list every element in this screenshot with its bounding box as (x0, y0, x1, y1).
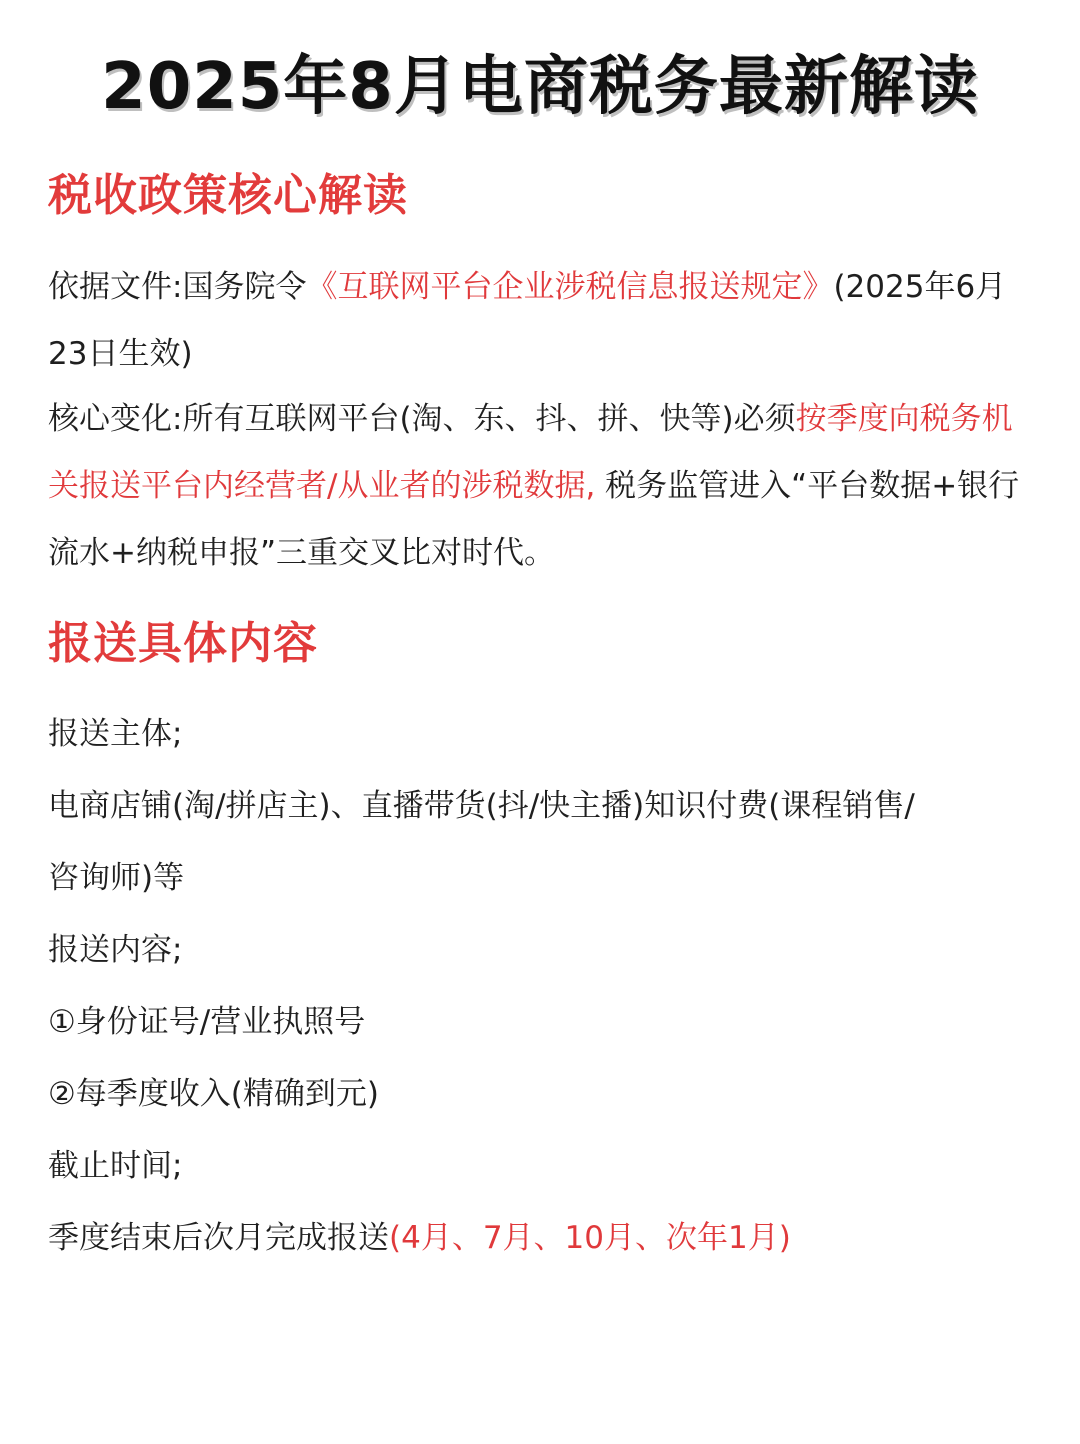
policy-basis-paragraph (48, 254, 1038, 388)
core-change-highlight: 按季度向税务机关报送平台内经营者/从业者的涉税数据, (48, 401, 1013, 504)
basis-document-title: 《互联网平台企业涉税信息报送规定》 (306, 269, 834, 305)
core-change-paragraph (48, 386, 1038, 587)
section-heading-report-content: 报送具体内容 (48, 618, 318, 669)
report-content-item-1: ①身份证号/营业执照号 (48, 1004, 366, 1040)
deadline-months: (4月、7月、10月、次年1月) (389, 1220, 791, 1256)
deadline-line (48, 1214, 791, 1262)
report-subject-text-line1: 电商店铺(淘/拼店主)、直播带货(抖/快主播)知识付费(课程销售/ (48, 788, 915, 824)
report-content-label: 报送内容; (48, 932, 183, 968)
deadline-text: 季度结束后次月完成报送 (48, 1220, 389, 1256)
deadline-label: 截止时间; (48, 1148, 183, 1184)
report-subject-label: 报送主体; (48, 716, 183, 752)
core-change-prefix: 核心变化:所有互联网平台(淘、东、抖、拼、快等)必须 (48, 401, 796, 437)
report-content-item-2: ②每季度收入(精确到元) (48, 1076, 379, 1112)
core-change-suffix: 税务监管进入“平台数据+银行流水+纳税申报”三重交叉比对时代。 (48, 468, 1020, 571)
page-title: 2025年8月电商税务最新解读 (101, 50, 979, 124)
report-subject-text-line2: 咨询师)等 (48, 860, 185, 896)
basis-label: 依据文件:国务院令 (48, 269, 307, 305)
basis-date-note: (2025年6月23日生效) (48, 269, 1007, 372)
section-heading-policy: 税收政策核心解读 (48, 170, 408, 221)
